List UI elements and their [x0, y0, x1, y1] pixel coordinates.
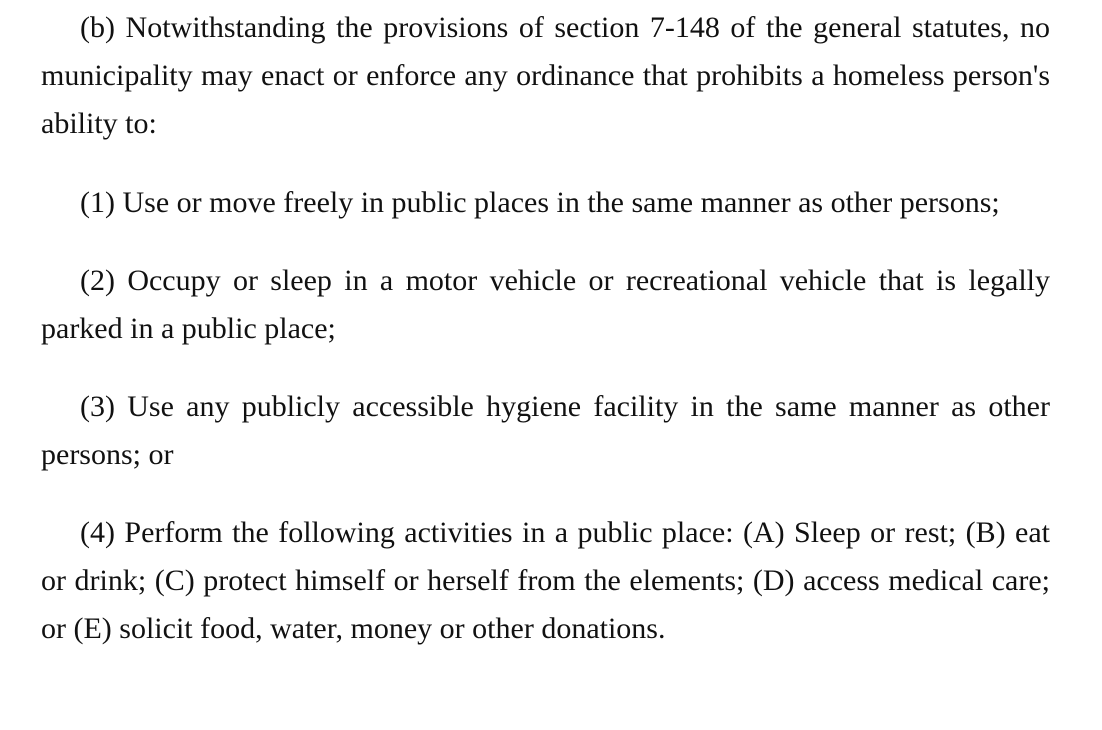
item-4-paragraph: (4) Perform the following activities in a public place: (A) Sleep or rest; (B) eat or drink; (C) protect himself or herself from the elements; (D) access medical care; or (E) solicit food, water, money or other donations. — [41, 516, 1050, 645]
item-1-paragraph: (1) Use or move freely in public places in the same manner as other persons; — [80, 186, 1000, 219]
item-2-paragraph: (2) Occupy or sleep in a motor vehicle or recreational vehicle that is legally parked in a public place; — [41, 264, 1050, 345]
item-3-paragraph: (3) Use any publicly accessible hygiene facility in the same manner as other persons; or — [41, 390, 1050, 471]
subsection-b-paragraph: (b) Notwithstanding the provisions of section 7-148 of the general statutes, no municipality may enact or enforce any ordinance that prohibits a homeless person's ability to: — [41, 11, 1050, 140]
